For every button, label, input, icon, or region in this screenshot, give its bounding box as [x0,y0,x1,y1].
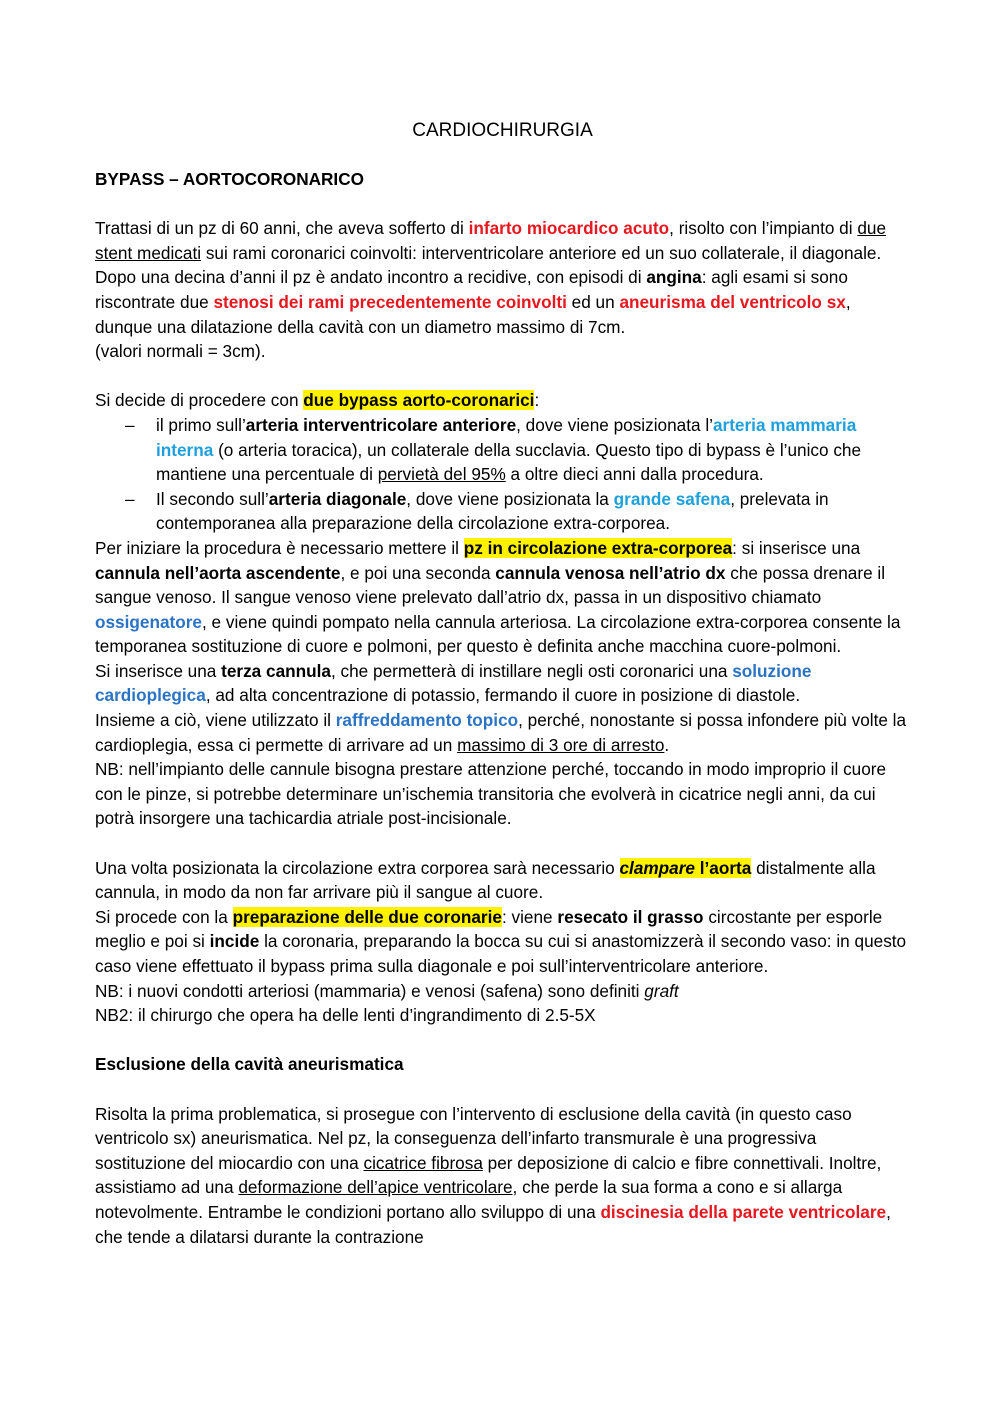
text: , perché, nonostante si possa infondere più volte la cardioplegia, essa ci permette di arrivare ad un [95,710,907,755]
section-heading-aneurysm: Esclusione della cavità aneurismatica [95,1054,404,1075]
paragraph-third-cannula [95,659,910,708]
text: per deposizione di calcio e fibre connettivali. Inoltre, assistiamo ad una [95,1152,882,1198]
highlighted-italic-term: clampare [619,857,695,878]
highlighted-term: pz in circolazione extra-corporea [463,537,733,558]
underlined-term: massimo di 3 ore di arresto [457,734,665,755]
blue-term: soluzione cardioplegica [95,660,812,706]
list-item [125,487,910,536]
underlined-term: due stent medicati [95,218,887,263]
text: Per iniziare la procedura è necessario mettere il [95,537,464,558]
bold-term: incide [209,931,260,952]
paragraph-note-lenses: NB2: il chirurgo che opera ha delle lenti d’ingrandimento di 2.5-5X [95,1005,596,1026]
text: Si inserisce una [95,660,222,681]
text: Una volta posizionata la circolazione extra corporea sarà necessario [95,857,620,878]
blue-term: arteria mammaria interna [156,414,857,460]
paragraph-note-graft [95,979,910,1004]
text: Si procede con la [95,906,233,927]
text: , dunque una dilatazione della cavità con un diametro massimo di 7cm. [95,291,851,337]
highlighted-term: due bypass aorto-coronarici [303,390,535,411]
bold-term: resecato il grasso [557,906,704,927]
text: la coronaria, preparando la bocca su cui si anastomizzerà il secondo vaso: in questo caso viene effettuato il bypass prima sulla diagonale e poi sull’interventricolare anteriore. [95,931,907,976]
highlighted-term: preparazione delle due coronarie [232,906,502,927]
text: , dove viene posizionata la [406,488,614,509]
highlight-term: discinesia della parete ventricolare [600,1201,887,1222]
text: circostante per esporle meglio e poi si [95,906,883,952]
text: sui rami coronarici coinvolti: interventricolare anteriore ed un suo collaterale, il diagonale. Dopo una decina d’anni il pz è andato incontro a recidive, con episodi di [95,242,882,288]
text: : viene [501,906,558,927]
text: , e poi una seconda [340,562,496,583]
text: : [534,390,540,411]
paragraph-normal-values: (valori normali = 3cm). [95,341,266,362]
blue-term: raffreddamento topico [335,710,519,731]
blue-term: grande safena [613,488,731,509]
text: Trattasi di un pz di 60 anni, che aveva sofferto di [95,218,469,239]
text: , e viene quindi pompato nella cannula arteriosa. La circolazione extra-corporea consente la temporanea sostituzione di cuore e polmoni, per questo è definita anche macchina cuore-polmoni. [95,611,901,657]
text: distalmente alla cannula, in modo da non far arrivare più il sangue al cuore. [95,857,876,903]
highlight-term: stenosi dei rami precedentemente coinvolti [213,291,567,312]
text: che possa drenare il sangue venoso. Il sangue venoso viene prelevato dall’atrio dx, passa in un dispositivo chiamato [95,562,886,608]
section-heading-bypass: BYPASS – AORTOCORONARICO [95,169,364,189]
bold-term: cannula venosa nell’atrio dx [495,562,726,583]
paragraph-note-cannule: NB: nell’impianto delle cannule bisogna prestare attenzione perché, toccando in modo improprio il cuore con le pinze, si potrebbe determinare un’ischemia transitoria che evolverà in cicatrice negli anni, da cui potrà insorgere una tachicardia atriale post-incisionale. [95,759,887,829]
paragraph-clamping [95,856,910,905]
bold-term: arteria diagonale [268,488,407,509]
text: , che permetterà di instillare negli osti coronarici una [330,660,733,681]
text: , dove viene posizionata l’ [516,414,713,435]
paragraph-extracorporeal [95,536,910,659]
bold-term: angina [646,267,702,288]
text: a oltre dieci anni dalla procedura. [505,464,764,485]
paragraph-coronary-prep [95,905,910,979]
dash-bullet: – [125,488,135,509]
list-item [125,413,910,487]
paragraph-patient-history [95,216,910,339]
highlighted-term: l’aorta [694,857,752,878]
bold-term: arteria interventricolare anteriore [245,414,517,435]
underlined-term: pervietà del 95% [377,464,506,485]
bold-term: terza cannula [221,660,331,681]
text: , ad alta concentrazione di potassio, fermando il cuore in posizione di diastole. [205,685,801,706]
dash-bullet: – [125,414,135,435]
text: Insieme a ciò, viene utilizzato il [95,710,336,731]
blue-term: ossigenatore [95,611,202,632]
text: (o arteria toracica), un collaterale della succlavia. Questo tipo di bypass è l’unico che mantiene una percentuale di [156,439,862,485]
document-page [95,118,910,1249]
underlined-term: deformazione dell’apice ventricolare [238,1177,513,1198]
bold-term: cannula nell’aorta ascendente [95,562,341,583]
highlight-term: aneurisma del ventricolo sx [619,291,846,312]
text: Il secondo sull’ [156,488,269,509]
text: Si decide di procedere con [95,390,304,411]
underlined-term: cicatrice fibrosa [363,1152,483,1173]
highlight-term: infarto miocardico acuto [468,218,670,239]
paragraph-cooling [95,708,910,757]
text: il primo sull’ [156,414,246,435]
paragraph-bypass-decision [95,388,910,413]
text: , risolto con l’impianto di [669,218,858,239]
text: , che tende a dilatarsi durante la contrazione [95,1201,891,1247]
text: NB: i nuovi condotti arteriosi (mammaria) e venosi (safena) sono definiti [95,980,645,1001]
text: . [664,734,670,755]
text: : si inserisce una [732,537,861,558]
paragraph-aneurysm [95,1102,910,1250]
document-title: CARDIOCHIRURGIA [412,120,593,141]
text: , prelevata in contemporanea alla preparazione della circolazione extra-corporea. [156,488,829,534]
text: ed un [566,291,620,312]
text: Risolta la prima problematica, si prosegue con l’intervento di esclusione della cavità (in questo caso ventricolo sx) aneurismatica. Nel pz, la conseguenza dell’infarto transmurale è una progressiva sostituzione del miocardio con una [95,1103,852,1173]
text: , che perde la sua forma a cono e si allarga notevolmente. Entrambe le condizioni portano allo sviluppo di una [95,1177,843,1222]
bypass-list [95,413,910,536]
text: : agli esami si sono riscontrate due [95,267,848,312]
italic-term: graft [644,980,679,1001]
